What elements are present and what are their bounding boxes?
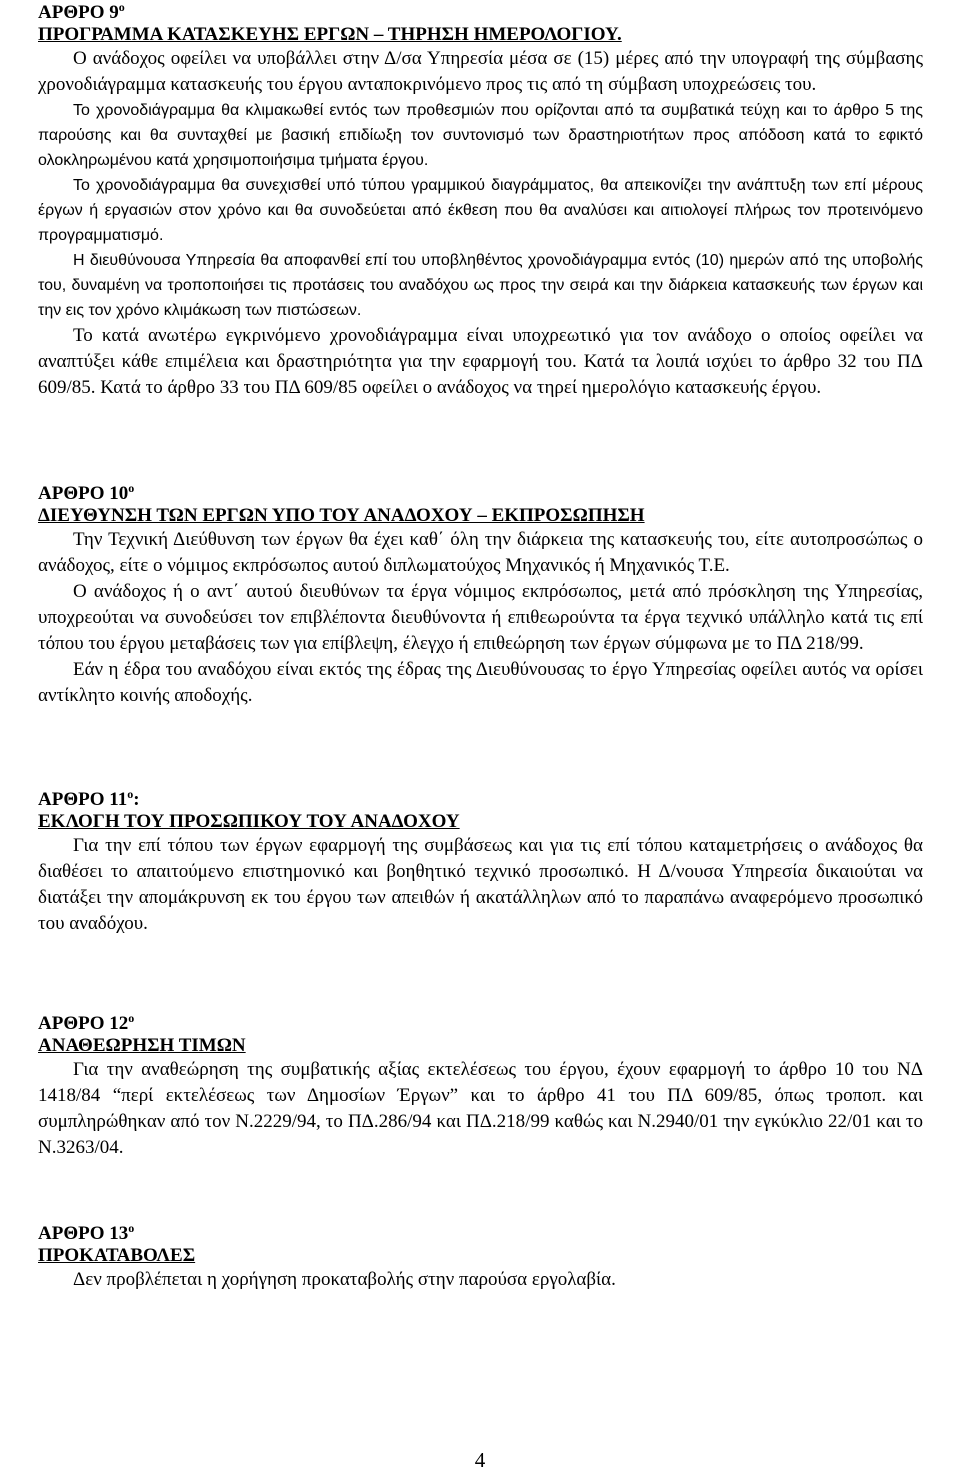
article-ordinal: ο [128,481,135,495]
article-ordinal: ο [127,787,134,801]
article-paragraph: Ο ανάδοχος ή ο αντ΄ αυτού διευθύνων τα έργα νόμιμος εκπρόσωπος, μετά από πρόσκληση της Υπηρεσίας, υποχρεούται να συνοδεύσει τον επιβλέποντα διευθύνοντα ή επιθεωρούντα τα έργα τεχνικό υπάλληλο κατά τις επί τόπου του έργου μεταβάσεις των για επίβλεψη, έλεγχο ή επιθεώρηση των έργων σύμφωνα με το ΠΔ 218/99. [38,581,923,654]
section-spacer [38,401,923,483]
article-ordinal: ο [118,0,125,14]
article-paragraph: Το κατά ανωτέρω εγκρινόμενο χρονοδιάγραμμα είναι υποχρεωτικό για τον ανάδοχο ο οποίος οφείλει να αναπτύξει κάθε επιμέλεια και δραστηριότητα για την εφαρμογή του. Κατά τα λοιπά ισχύει το άρθρο 32 του ΠΔ 609/85. Κατά το άρθρο 33 του ΠΔ 609/85 οφείλει ο ανάδοχος να τηρεί ημερολόγιο κατασκευής έργου. [38,325,923,398]
article-9 [38,2,923,401]
article-label: ΑΡΘΡΟ 11 [38,789,128,810]
article-title [38,483,923,505]
section-spacer [38,1161,923,1223]
article-title [38,2,923,24]
article-paragraph: Για την αναθεώρηση της συμβατικής αξίας εκτελέσεως του έργου, έχουν εφαρμογή το άρθρο 10 του ΝΔ 1418/84 “περί εκτελέσεως των Δημοσίων Έργων” και το άρθρο 41 του ΠΔ 609/85, όπως τροποπ. και συμπληρώθηκαν από τον Ν.2229/94, το ΠΔ.286/94 και ΠΔ.218/99 καθώς και Ν.2940/01 την εγκύκλιο 22/01 και το Ν.3263/04. [38,1059,923,1158]
article-ordinal: ο [128,1221,135,1235]
section-spacer [38,937,923,1013]
article-title [38,789,923,811]
article-paragraph: Ο ανάδοχος οφείλει να υποβάλλει στην Δ/σα Υπηρεσία μέσα σε (15) μέρες από την υπογραφή της σύμβασης χρονοδιάγραμμα κατασκευής του έργου ανταποκρινόμενο προς τις από τη σύμβαση υποχρεώσεις του. [38,48,923,95]
article-11 [38,789,923,937]
article-label: ΑΡΘΡΟ 10 [38,483,129,504]
article-heading: ΠΡΟΚΑΤΑΒΟΛΕΣ [38,1245,196,1266]
article-paragraph: Η διευθύνουσα Υπηρεσία θα αποφανθεί επί του υποβληθέντος χρονοδιάγραμμα εντός (10) ημερών από της υποβολής του, δυναμένη να τροποποιήσει τις προτάσεις του αναδόχου ως προς την σειρά και την διάρκεια κατασκευής των έργων και την εις τον χρόνο κλιμάκωση των πιστώσεων. [38,252,923,319]
article-paragraph: Την Τεχνική Διεύθυνση των έργων θα έχει καθ΄ όλη την διάρκεια της κατασκευής του, είτε αυτοπροσώπως ο ανάδοχος, είτε ο νόμιμος εκπρόσωπος αυτού διπλωματούχος Μηχανικός ή Μηχανικός Τ.Ε. [38,529,923,576]
article-label: ΑΡΘΡΟ 12 [38,1013,129,1034]
article-paragraph: Το χρονοδιάγραμμα θα συνεχισθεί υπό τύπου γραμμικού διαγράμματος, θα απεικονίζει την ανάπτυξη των επί μέρους έργων ή εργασιών στον χρόνο και θα συνοδεύεται από έκθεση που θα αναλύσει και αιτιολογεί πλήρως τον προτεινόμενο προγραμματισμό. [38,177,923,244]
article-10 [38,483,923,709]
article-13 [38,1223,923,1293]
article-label: ΑΡΘΡΟ 9 [38,2,119,23]
article-title [38,1013,923,1035]
article-label: ΑΡΘΡΟ 13 [38,1223,129,1244]
article-heading: ΔΙΕΥΘΥΝΣΗ ΤΩΝ ΕΡΓΩΝ ΥΠΟ ΤΟΥ ΑΝΑΔΟΧΟΥ – ΕΚΠΡΟΣΩΠΗΣΗ [38,505,645,526]
article-title [38,1223,923,1245]
article-ordinal: ο [128,1011,135,1025]
article-title-suffix: : [133,789,140,810]
section-spacer [38,709,923,789]
article-heading: ΕΚΛΟΓΗ ΤΟΥ ΠΡΟΣΩΠΙΚΟΥ ΤΟΥ ΑΝΑΔΟΧΟΥ [38,811,460,832]
article-paragraph: Για την επί τόπου των έργων εφαρμογή της συμβάσεως και για τις επί τόπου καταμετρήσεις ο ανάδοχος θα διαθέσει το απαιτούμενο επιστημονικό και βοηθητικό τεχνικό προσωπικό. Η Δ/νουσα Υπηρεσία δικαιούται να διατάξει την απομάκρυνση εκ του έργου των απειθών ή ακατάλληλων από το παραπάνω αναφερόμενο προσωπικό του αναδόχου. [38,835,923,934]
article-paragraph: Το χρονοδιάγραμμα θα κλιμακωθεί εντός των προθεσμιών που ορίζονται από τα συμβατικά τεύχη και το άρθρο 5 της παρούσης και θα συνταχθεί με βασική επιδίωξη τον συντονισμό των δραστηριοτήτων προς απόδοση κατά το εφικτό ολοκληρωμένου κατά χρησιμοποιήσιμα τμήματα έργου. [38,102,923,169]
article-paragraph: Εάν η έδρα του αναδόχου είναι εκτός της έδρας της Διευθύνουσας το έργο Υπηρεσίας οφείλει αυτός να ορίσει αντίκλητο κοινής αποδοχής. [38,659,923,706]
page-number: 4 [474,1448,486,1472]
article-paragraph: Δεν προβλέπεται η χορήγηση προκαταβολής στην παρούσα εργολαβία. [73,1269,616,1290]
article-heading: ΑΝΑΘΕΩΡΗΣΗ ΤΙΜΩΝ [38,1035,246,1056]
article-12 [38,1013,923,1161]
document-page [38,2,923,1293]
article-heading: ΠΡΟΓΡΑΜΜΑ ΚΑΤΑΣΚΕΥΗΣ ΕΡΓΩΝ – ΤΗΡΗΣΗ ΗΜΕΡΟΛΟΓΙΟΥ. [38,24,622,45]
